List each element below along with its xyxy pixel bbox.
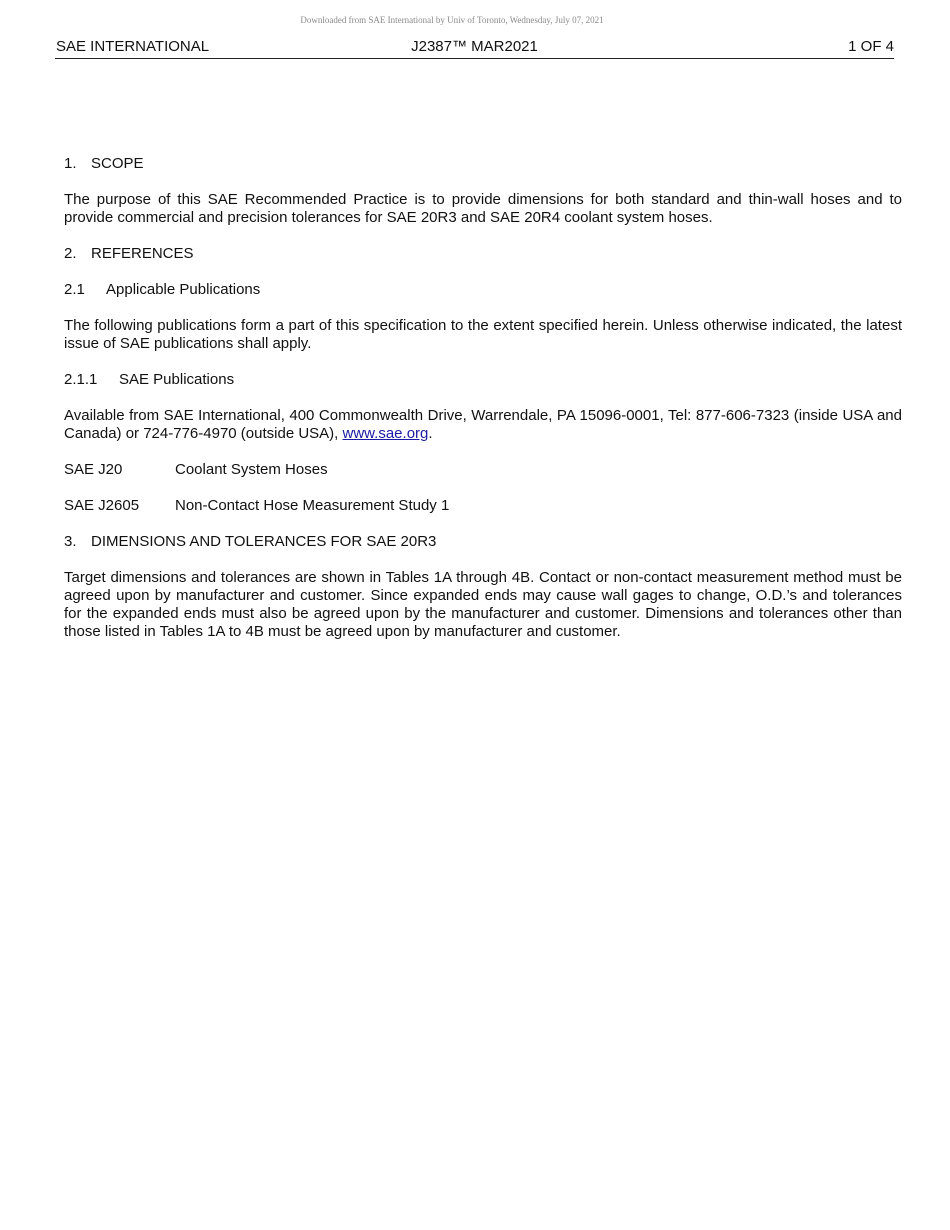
section-title: DIMENSIONS AND TOLERANCES FOR SAE 20R3 [91, 533, 437, 550]
section-title: Applicable Publications [106, 281, 261, 298]
section-applicable-heading [64, 281, 902, 299]
reference-id: SAE J2605 [64, 497, 140, 514]
reference-item [64, 461, 902, 479]
section-title: REFERENCES [91, 245, 194, 262]
section-sae-publications-heading [64, 371, 902, 389]
section-number: 2.1 [64, 281, 85, 298]
scope-paragraph: The purpose of this SAE Recommended Practice is to provide dimensions for both standard and thin-wall hoses and to provide commercial and precision tolerances for SAE 20R3 and SAE 20R4 coolant system hoses. [64, 191, 902, 226]
header-organization: SAE INTERNATIONAL [56, 38, 210, 55]
section-number: 2. [64, 245, 77, 262]
section-title: SCOPE [91, 155, 144, 172]
dimensions-paragraph: Target dimensions and tolerances are shown in Tables 1A through 4B. Contact or non-contact measurement method must be agreed upon by manufacturer and customer. Since expanded ends may cause wall gages to change, O.D.’s and tolerances for the expanded ends must also be agreed upon by the manufacturer and customer. Dimensions and tolerances other than those listed in Tables 1A to 4B must be agreed upon by manufacturer and customer. [64, 569, 902, 640]
sae-address-end: . [428, 425, 433, 442]
reference-title: Coolant System Hoses [175, 461, 328, 478]
section-number: 1. [64, 155, 77, 172]
reference-id: SAE J20 [64, 461, 123, 478]
sae-publications-paragraph [64, 407, 902, 443]
document-body [64, 155, 902, 641]
page-header [55, 38, 894, 59]
section-dimensions-heading [64, 533, 902, 551]
applicable-paragraph: The following publications form a part of this specification to the extent specified herein. Unless otherwise indicated, the latest issue of SAE publications shall apply. [64, 317, 902, 352]
section-scope-heading [64, 155, 902, 173]
header-document-id: J2387™ MAR2021 [411, 38, 538, 55]
sae-address-text: Available from SAE International, 400 Commonwealth Drive, Warrendale, PA 15096-0001, Tel: 877-606-7323 (inside USA and Canada) or 724-776-4970 (outside USA), [64, 407, 902, 442]
download-watermark: Downloaded from SAE International by Univ of Toronto, Wednesday, July 07, 2021 [300, 15, 604, 25]
section-number: 2.1.1 [64, 371, 98, 388]
section-references-heading [64, 245, 902, 263]
section-number: 3. [64, 533, 77, 550]
sae-website-link[interactable]: www.sae.org [342, 425, 429, 442]
header-page-number: 1 OF 4 [848, 38, 894, 55]
section-title: SAE Publications [119, 371, 235, 388]
reference-item [64, 497, 902, 515]
reference-title: Non-Contact Hose Measurement Study 1 [175, 497, 450, 514]
